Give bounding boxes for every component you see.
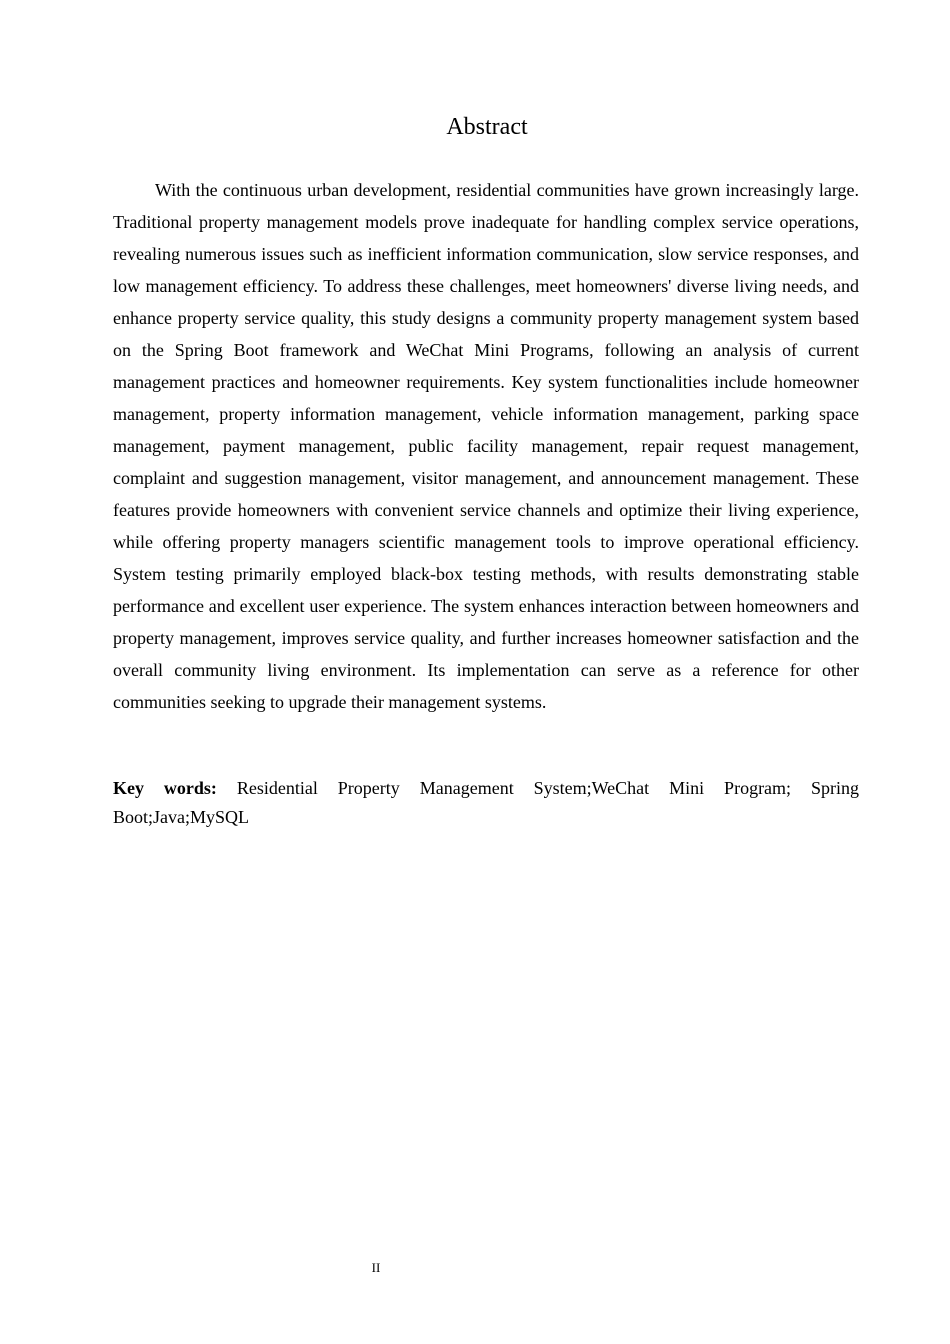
abstract-paragraph: With the continuous urban development, residential communities have grown increasingly large. Traditional property management models prove inadequate for handling complex service operations, revealing numerous issues such as inefficient information communication, slow service responses, and low management efficiency. To address these challenges, meet homeowners' diverse living needs, and enhance property service quality, this study designs a community property management system based on the Spring Boot framework and WeChat Mini Programs, following an analysis of current management practices and homeowner requirements. Key system functionalities include homeowner management, property information management, vehicle information management, parking space management, payment management, public facility management, repair request management, complaint and suggestion management, visitor management, and announcement management. These features provide homeowners with convenient service channels and optimize their living experience, while offering property managers scientific management tools to improve operational efficiency. System testing primarily employed black-box testing methods, with results demonstrating stable performance and excellent user experience. The system enhances interaction between homeowners and property management, improves service quality, and further increases homeowner satisfaction and the overall community living environment. Its implementation can serve as a reference for other communities seeking to upgrade their management systems.	[113, 180, 859, 712]
keywords-line	[113, 774, 859, 832]
keywords-list: Residential Property Management System;WeChat Mini Program; Spring Boot;Java;MySQL	[113, 778, 859, 827]
keywords-label: Key words:	[113, 778, 217, 798]
page-title: Abstract	[446, 114, 528, 140]
page-number: II	[371, 1260, 381, 1275]
